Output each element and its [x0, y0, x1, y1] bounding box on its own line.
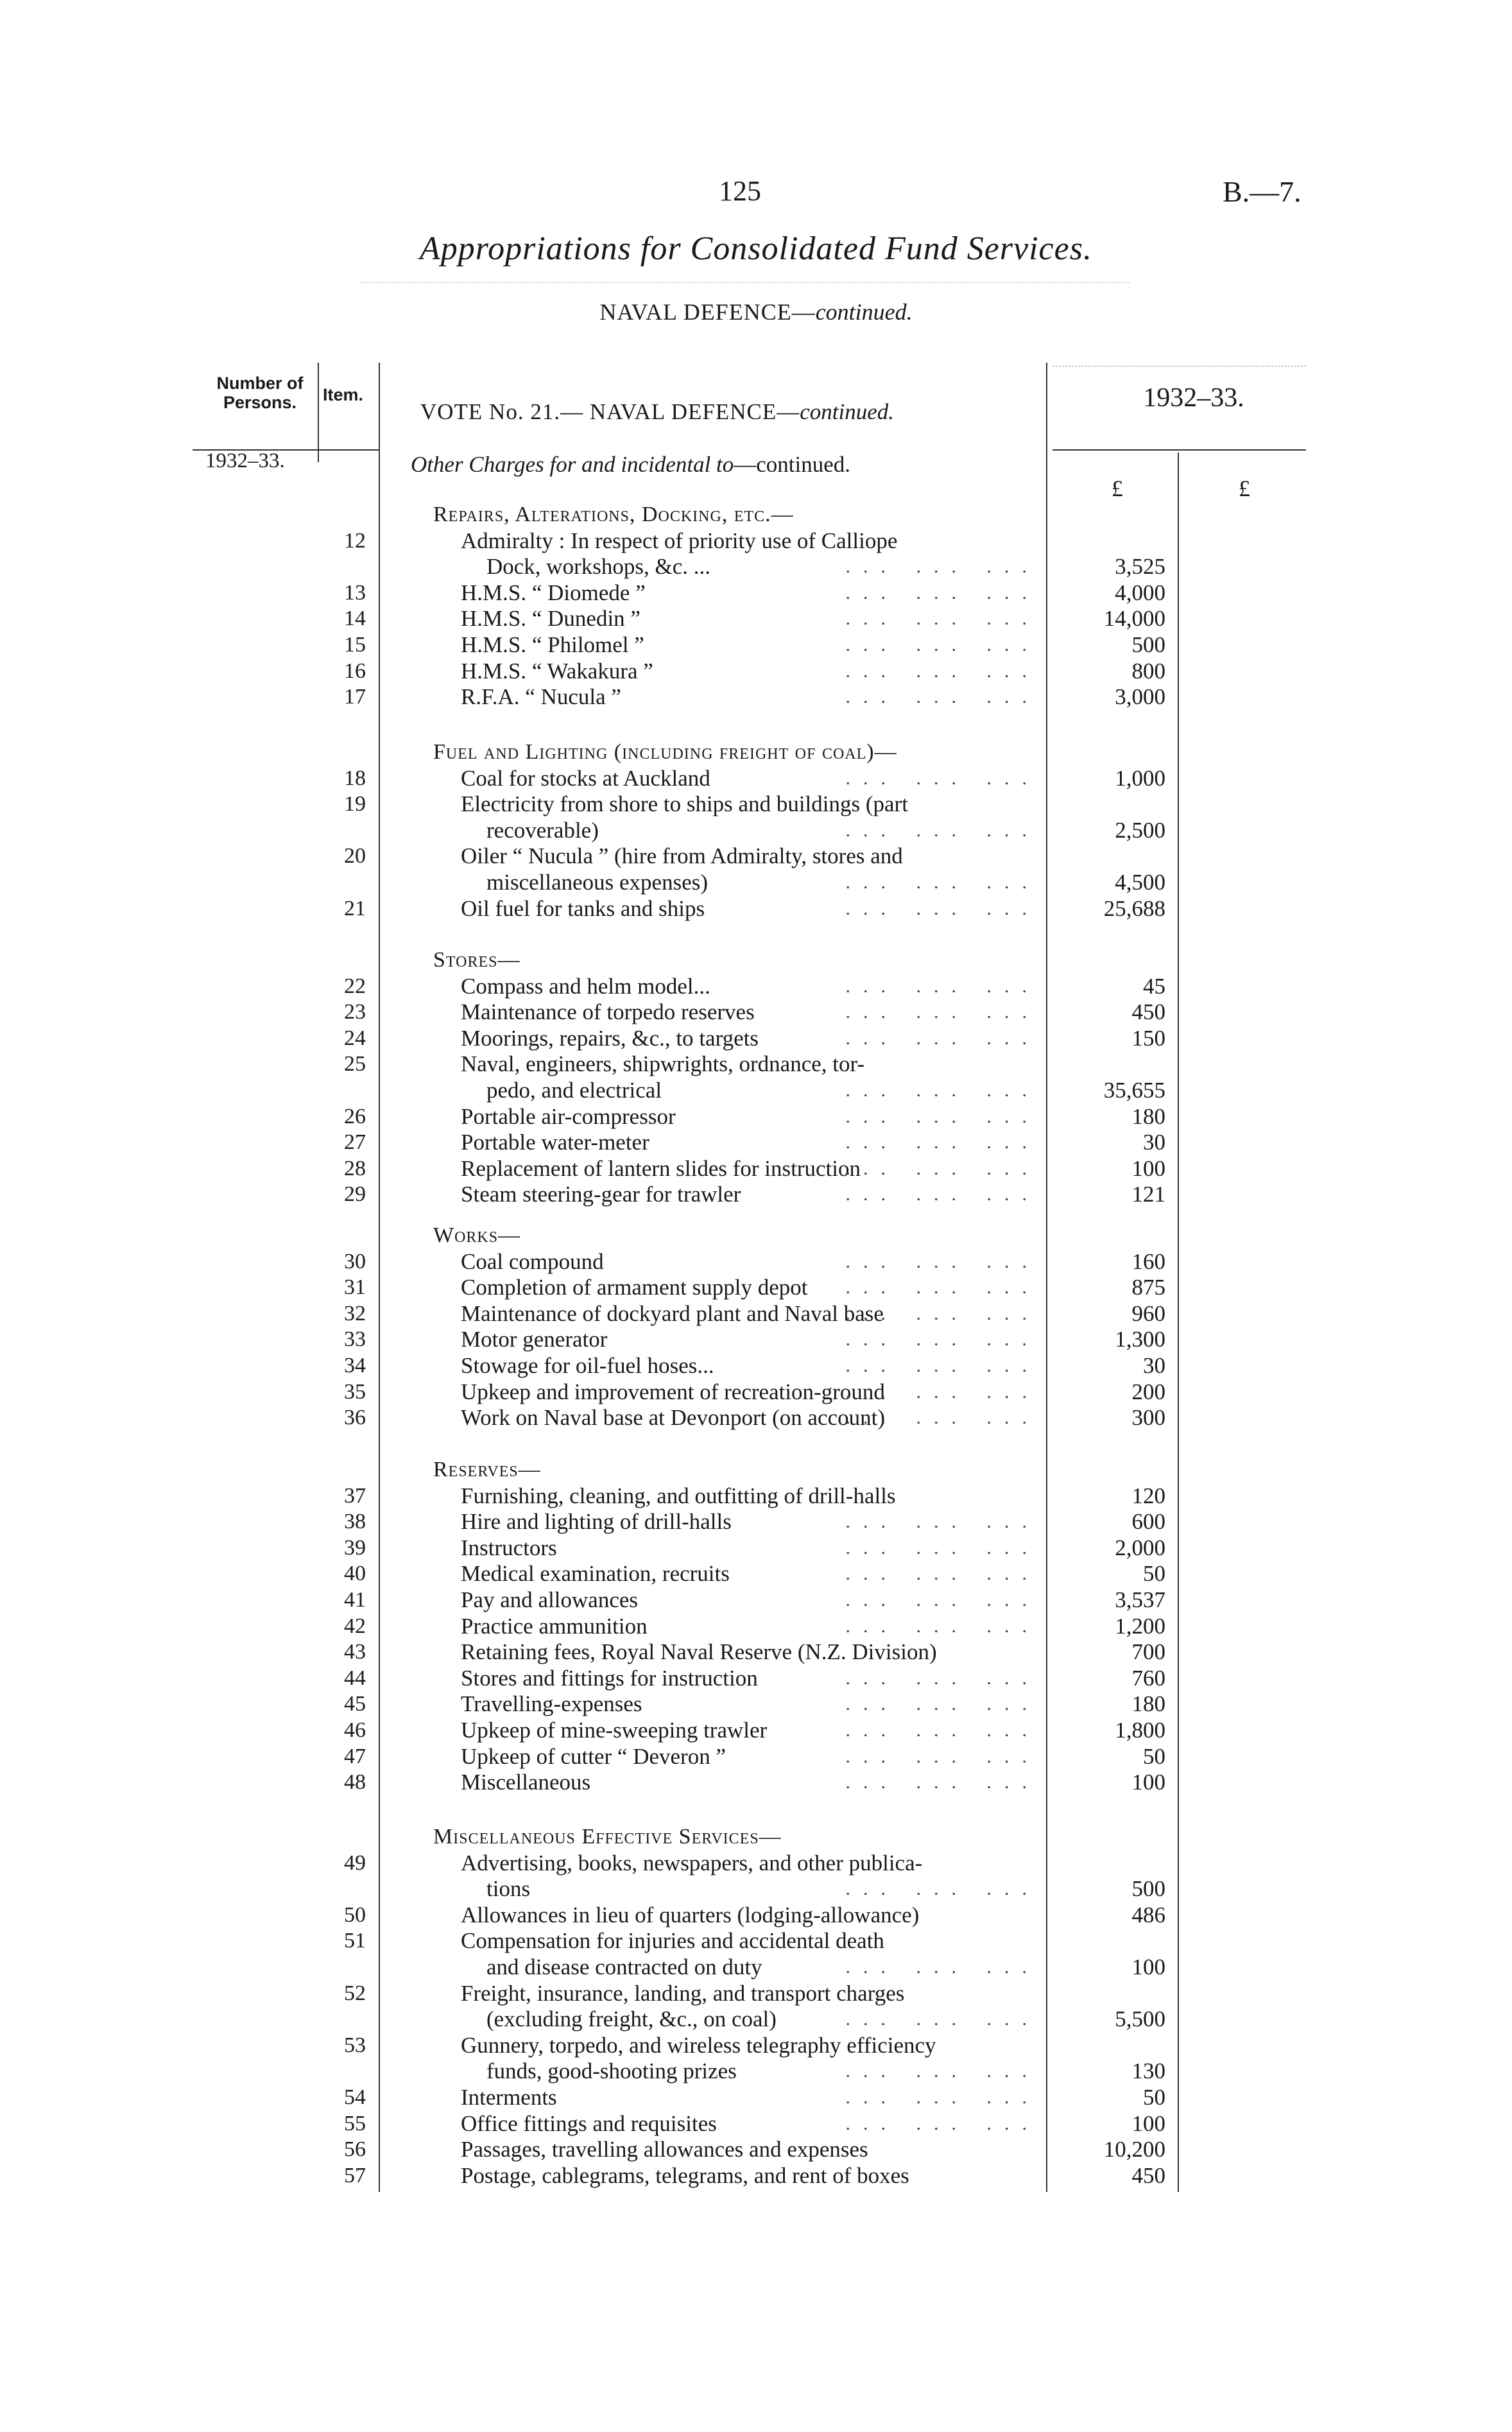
item-amount: 1,000 — [1115, 765, 1165, 791]
table-row — [0, 1587, 1512, 1614]
dot-leader: ... ... ... — [845, 1329, 1040, 1350]
item-description: Advertising, books, newspapers, and other publica- — [461, 1850, 923, 1876]
dot-leader: ... ... ... — [845, 1132, 1040, 1153]
item-number: 31 — [344, 1275, 366, 1300]
dot-leader: ... ... ... — [845, 1079, 1040, 1101]
currency-symbol-total: £ — [1239, 476, 1250, 501]
dot-leader: ... ... ... — [845, 582, 1040, 603]
dot-leader: ... ... ... — [845, 686, 1040, 708]
vote-heading-continued: continued. — [800, 399, 895, 424]
rule-persons-item — [318, 363, 319, 462]
table-row — [0, 2111, 1512, 2137]
item-amount: 800 — [1131, 658, 1165, 684]
item-description: Replacement of lantern slides for instruction — [461, 1155, 861, 1181]
rule-header-top — [1052, 366, 1306, 367]
item-amount: 100 — [1131, 1155, 1165, 1181]
item-amount: 875 — [1131, 1275, 1165, 1300]
item-number: 43 — [344, 1640, 366, 1664]
item-number: 42 — [344, 1614, 366, 1638]
item-description: Passages, travelling allowances and expenses — [461, 2137, 868, 2162]
table-row — [0, 1928, 1512, 1980]
section-heading-text: Reserves— — [433, 1458, 541, 1481]
dot-leader: ... ... ... — [845, 871, 1040, 893]
dot-leader: ... ... ... — [845, 819, 1040, 841]
item-amount: 700 — [1131, 1639, 1165, 1665]
section-heading — [433, 739, 897, 765]
dot-leader: ... ... ... — [845, 1157, 1040, 1179]
dot-leader: ... ... ... — [845, 897, 1040, 919]
item-amount: 1,300 — [1115, 1327, 1165, 1352]
item-description: Instructors — [461, 1535, 557, 1560]
item-description: recoverable) — [486, 817, 599, 843]
table-row — [0, 1509, 1512, 1535]
item-number: 52 — [344, 1981, 366, 2005]
item-number: 46 — [344, 1718, 366, 1742]
item-description: Moorings, repairs, &c., to targets — [461, 1025, 759, 1051]
item-description: Allowances in lieu of quarters (lodging-allowance) — [461, 1902, 920, 1927]
table-row — [0, 974, 1512, 1000]
table-row — [0, 528, 1512, 580]
item-number: 14 — [344, 607, 366, 631]
item-description: funds, good-shooting prizes — [486, 2058, 737, 2084]
item-description: Electricity from shore to ships and buildings (part — [461, 791, 908, 817]
charges-intro-rest: —continued. — [734, 452, 851, 477]
item-number: 47 — [344, 1744, 366, 1768]
item-description: Furnishing, cleaning, and outfitting of drill-halls — [461, 1483, 896, 1508]
item-number: 20 — [344, 844, 366, 868]
vote-heading-main: VOTE No. 21.— NAVAL DEFENCE— — [420, 399, 800, 424]
table-row — [0, 1156, 1512, 1182]
item-description: Stowage for oil-fuel hoses... — [461, 1353, 714, 1378]
table-row — [0, 896, 1512, 922]
dot-leader: ... ... ... — [845, 634, 1040, 655]
item-description: Compass and helm model... — [461, 973, 710, 999]
table-row — [0, 632, 1512, 659]
table-row — [0, 791, 1512, 843]
item-amount: 300 — [1131, 1405, 1165, 1431]
subtitle-main: NAVAL DEFENCE— — [599, 299, 816, 325]
title-divider — [359, 282, 1130, 283]
item-description: H.M.S. “ Dunedin ” — [461, 606, 640, 632]
column-header-item: Item. — [323, 385, 364, 404]
section-subtitle — [0, 298, 1512, 325]
item-description: Postage, cablegrams, telegrams, and rent of boxes — [461, 2162, 909, 2188]
table-row — [0, 1249, 1512, 1275]
item-description: Hire and lighting of drill-halls — [461, 1509, 732, 1535]
dot-leader: ... ... ... — [845, 660, 1040, 682]
item-description: Freight, insurance, landing, and transport charges — [461, 1980, 905, 2006]
charges-intro — [411, 452, 850, 478]
table-row — [0, 1353, 1512, 1379]
item-description: Upkeep and improvement of recreation-ground — [461, 1379, 885, 1404]
item-description: and disease contracted on duty — [486, 1954, 762, 1979]
item-amount: 2,500 — [1115, 817, 1165, 843]
item-description: Travelling-expenses — [461, 1691, 642, 1717]
item-number: 45 — [344, 1692, 366, 1716]
item-number: 56 — [344, 2137, 366, 2162]
item-description: Upkeep of cutter “ Deveron ” — [461, 1743, 726, 1769]
section-heading — [433, 1824, 782, 1850]
section-heading-text: Repairs, Alterations, Docking, etc.— — [433, 503, 794, 526]
table-row — [0, 766, 1512, 792]
page-number: 125 — [719, 175, 761, 207]
item-amount: 450 — [1131, 2162, 1165, 2188]
item-number: 28 — [344, 1156, 366, 1180]
item-amount: 50 — [1143, 2085, 1165, 2110]
dot-leader: ... ... ... — [845, 1615, 1040, 1637]
item-number: 51 — [344, 1929, 366, 1953]
item-number: 13 — [344, 580, 366, 605]
section-heading — [433, 1223, 520, 1248]
item-description: Portable water-meter — [461, 1130, 649, 1155]
item-description: Pay and allowances — [461, 1587, 639, 1612]
section-heading-text: Fuel and Lighting (including freight of coal)— — [433, 740, 897, 764]
item-number: 29 — [344, 1182, 366, 1207]
item-number: 48 — [344, 1770, 366, 1795]
item-amount: 100 — [1131, 1954, 1165, 1979]
table-row — [0, 1301, 1512, 1327]
item-amount: 4,000 — [1115, 580, 1165, 605]
vote-heading — [420, 399, 894, 425]
section-heading — [433, 1457, 541, 1483]
table-row — [0, 843, 1512, 895]
item-amount: 3,537 — [1115, 1587, 1165, 1612]
dot-leader: ... ... ... — [845, 1302, 1040, 1324]
item-description: Gunnery, torpedo, and wireless telegraphy efficiency — [461, 2032, 936, 2058]
dot-leader: ... ... ... — [845, 1027, 1040, 1049]
item-amount: 10,200 — [1103, 2137, 1165, 2162]
item-amount: 160 — [1131, 1248, 1165, 1274]
table-row — [0, 1026, 1512, 1052]
item-amount: 50 — [1143, 1743, 1165, 1769]
item-number: 16 — [344, 659, 366, 683]
item-amount: 960 — [1131, 1300, 1165, 1326]
dot-leader: ... ... ... — [845, 1105, 1040, 1127]
item-number: 37 — [344, 1483, 366, 1508]
item-number: 55 — [344, 2111, 366, 2135]
item-amount: 500 — [1131, 1876, 1165, 1902]
charges-intro-em: Other Charges for and incidental to — [411, 452, 734, 477]
item-number: 15 — [344, 633, 366, 657]
item-amount: 486 — [1131, 1902, 1165, 1927]
item-number: 41 — [344, 1588, 366, 1612]
dot-leader: ... ... ... — [845, 1407, 1040, 1429]
dot-leader: ... ... ... — [845, 1589, 1040, 1610]
item-amount: 120 — [1131, 1483, 1165, 1508]
item-amount: 50 — [1143, 1561, 1165, 1587]
item-description: miscellaneous expenses) — [486, 869, 709, 895]
page-title: Appropriations for Consolidated Fund Services. — [420, 230, 1092, 267]
item-description: Steam steering-gear for trawler — [461, 1182, 741, 1207]
item-amount: 121 — [1131, 1182, 1165, 1207]
dot-leader: ... ... ... — [845, 1277, 1040, 1298]
item-description: Portable air-compressor — [461, 1103, 676, 1129]
item-description: H.M.S. “ Philomel ” — [461, 632, 644, 657]
item-number: 49 — [344, 1850, 366, 1875]
item-number: 23 — [344, 1000, 366, 1024]
item-number: 50 — [344, 1902, 366, 1927]
item-amount: 4,500 — [1115, 869, 1165, 895]
item-amount: 760 — [1131, 1665, 1165, 1691]
column-header-year: 1932–33. — [1143, 383, 1244, 413]
dot-leader: ... ... ... — [845, 1381, 1040, 1402]
dot-leader: ... ... ... — [845, 1355, 1040, 1376]
dot-leader: ... ... ... — [845, 1878, 1040, 1900]
dot-leader: ... ... ... — [845, 1720, 1040, 1741]
dot-leader: ... ... ... — [845, 1511, 1040, 1533]
dot-leader: ... ... ... — [845, 1772, 1040, 1793]
table-row — [0, 1104, 1512, 1130]
table-row — [0, 2085, 1512, 2111]
item-number: 34 — [344, 1354, 366, 1377]
table-row — [0, 606, 1512, 632]
table-row — [0, 1051, 1512, 1103]
item-description: (excluding freight, &c., on coal) — [486, 2006, 777, 2032]
item-description: H.M.S. “ Diomede ” — [461, 580, 646, 605]
table-row — [0, 1182, 1512, 1208]
item-description: Oiler “ Nucula ” (hire from Admiralty, stores and — [461, 843, 903, 869]
item-number: 21 — [344, 896, 366, 920]
item-amount: 45 — [1143, 973, 1165, 999]
item-amount: 1,800 — [1115, 1718, 1165, 1743]
table-row — [0, 2163, 1512, 2189]
item-number: 33 — [344, 1327, 366, 1352]
item-number: 19 — [344, 792, 366, 816]
item-number: 12 — [344, 528, 366, 553]
item-amount: 2,000 — [1115, 1535, 1165, 1560]
item-number: 26 — [344, 1104, 366, 1128]
item-amount: 600 — [1131, 1509, 1165, 1535]
table-row — [0, 659, 1512, 685]
dot-leader: ... ... ... — [845, 1001, 1040, 1023]
table-row — [0, 1614, 1512, 1640]
table-row — [0, 999, 1512, 1026]
column-header-persons: Number of Persons. — [216, 374, 304, 412]
dot-leader: ... ... ... — [845, 767, 1040, 789]
item-description: Interments — [461, 2085, 557, 2110]
item-number: 22 — [344, 974, 366, 998]
item-description: Coal compound — [461, 1248, 604, 1274]
table-row — [0, 1744, 1512, 1770]
item-amount: 1,200 — [1115, 1613, 1165, 1639]
table-row — [0, 1483, 1512, 1510]
item-description: Completion of armament supply depot — [461, 1275, 808, 1300]
item-description: Admiralty : In respect of priority use of Calliope — [461, 528, 898, 553]
subtitle-continued: continued. — [815, 299, 913, 325]
item-description: Compensation for injuries and accidental death — [461, 1928, 884, 1954]
section-heading-text: Stores— — [433, 948, 520, 972]
item-amount: 30 — [1143, 1130, 1165, 1155]
table-row — [0, 1666, 1512, 1692]
item-number: 35 — [344, 1379, 366, 1404]
item-amount: 3,525 — [1115, 554, 1165, 580]
section-heading — [433, 947, 520, 973]
dot-leader: ... ... ... — [845, 556, 1040, 578]
dot-leader: ... ... ... — [845, 2112, 1040, 2134]
table-row — [0, 1902, 1512, 1929]
item-amount: 130 — [1131, 2058, 1165, 2084]
dot-leader: ... ... ... — [845, 1667, 1040, 1689]
item-number: 54 — [344, 2085, 366, 2109]
item-description: R.F.A. “ Nucula ” — [461, 684, 621, 710]
item-number: 44 — [344, 1666, 366, 1690]
persons-year: 1932–33. — [205, 449, 285, 472]
item-amount: 100 — [1131, 2110, 1165, 2136]
item-number: 53 — [344, 2033, 366, 2057]
item-amount: 100 — [1131, 1770, 1165, 1795]
item-amount: 25,688 — [1103, 895, 1165, 921]
item-amount: 500 — [1131, 632, 1165, 657]
dot-leader: ... ... ... — [845, 1184, 1040, 1205]
item-number: 17 — [344, 685, 366, 709]
dot-leader: ... ... ... — [845, 608, 1040, 630]
item-number: 38 — [344, 1510, 366, 1534]
item-number: 24 — [344, 1026, 366, 1050]
item-number: 36 — [344, 1406, 366, 1430]
table-row — [0, 1770, 1512, 1796]
dot-leader: ... ... ... — [845, 1250, 1040, 1272]
table-row — [0, 2137, 1512, 2163]
item-description: Retaining fees, Royal Naval Reserve (N.Z. Division) — [461, 1639, 937, 1665]
item-description: Office fittings and requisites — [461, 2110, 717, 2136]
document-reference: B.—7. — [1223, 175, 1302, 208]
dot-leader: ... ... ... — [845, 1563, 1040, 1585]
item-number: 32 — [344, 1301, 366, 1325]
item-description: Maintenance of dockyard plant and Naval base — [461, 1300, 884, 1326]
dot-leader: ... ... ... — [845, 1745, 1040, 1767]
section-heading-text: Miscellaneous Effective Services— — [433, 1825, 782, 1849]
item-amount: 35,655 — [1103, 1077, 1165, 1103]
dot-leader: ... ... ... — [845, 1537, 1040, 1558]
item-amount: 30 — [1143, 1353, 1165, 1378]
item-number: 30 — [344, 1249, 366, 1273]
item-description: Oil fuel for tanks and ships — [461, 895, 705, 921]
section-heading — [433, 502, 794, 528]
item-description: Naval, engineers, shipwrights, ordnance, tor- — [461, 1051, 865, 1077]
item-description: Maintenance of torpedo reserves — [461, 999, 755, 1025]
item-description: Dock, workshops, &c. ... — [486, 554, 710, 580]
table-row — [0, 2033, 1512, 2085]
item-description: Motor generator — [461, 1327, 608, 1352]
dot-leader: ... ... ... — [845, 2060, 1040, 2082]
item-number: 18 — [344, 766, 366, 790]
item-amount: 180 — [1131, 1691, 1165, 1717]
item-description: H.M.S. “ Wakakura ” — [461, 658, 653, 684]
table-row — [0, 580, 1512, 607]
item-description: Upkeep of mine-sweeping trawler — [461, 1718, 768, 1743]
item-amount: 450 — [1131, 999, 1165, 1025]
item-description: Work on Naval base at Devonport (on account) — [461, 1405, 885, 1431]
table-row — [0, 1639, 1512, 1666]
item-amount: 14,000 — [1103, 606, 1165, 632]
dot-leader: ... ... ... — [845, 1956, 1040, 1978]
rule-header-right — [1052, 449, 1306, 451]
table-row — [0, 1379, 1512, 1406]
table-row — [0, 1535, 1512, 1562]
table-row — [0, 684, 1512, 711]
item-description: Miscellaneous — [461, 1770, 591, 1795]
item-description: pedo, and electrical — [486, 1077, 662, 1103]
table-row — [0, 1981, 1512, 2033]
dot-leader: ... ... ... — [845, 1693, 1040, 1715]
dot-leader: ... ... ... — [845, 2008, 1040, 2030]
item-number: 40 — [344, 1562, 366, 1586]
item-amount: 180 — [1131, 1103, 1165, 1129]
item-description: tions — [486, 1876, 531, 1902]
item-amount: 200 — [1131, 1379, 1165, 1404]
dot-leader: ... ... ... — [845, 2087, 1040, 2108]
item-number: 25 — [344, 1052, 366, 1076]
table-row — [0, 1275, 1512, 1301]
table-row — [0, 1327, 1512, 1353]
table-row — [0, 1850, 1512, 1902]
item-amount: 3,000 — [1115, 684, 1165, 710]
dot-leader: ... ... ... — [845, 975, 1040, 997]
currency-symbol-items: £ — [1112, 476, 1123, 501]
table-row — [0, 1405, 1512, 1431]
item-description: Practice ammunition — [461, 1613, 648, 1639]
item-number: 27 — [344, 1130, 366, 1155]
table-row — [0, 1718, 1512, 1744]
item-description: Medical examination, recruits — [461, 1561, 730, 1587]
table-row — [0, 1561, 1512, 1587]
section-heading-text: Works— — [433, 1223, 521, 1247]
item-number: 39 — [344, 1535, 366, 1560]
table-row — [0, 1691, 1512, 1718]
item-description: Coal for stocks at Auckland — [461, 765, 710, 791]
item-description: Stores and fittings for instruction — [461, 1665, 758, 1691]
item-amount: 150 — [1131, 1025, 1165, 1051]
table-row — [0, 1130, 1512, 1156]
item-number: 57 — [344, 2163, 366, 2187]
item-amount: 5,500 — [1115, 2006, 1165, 2032]
